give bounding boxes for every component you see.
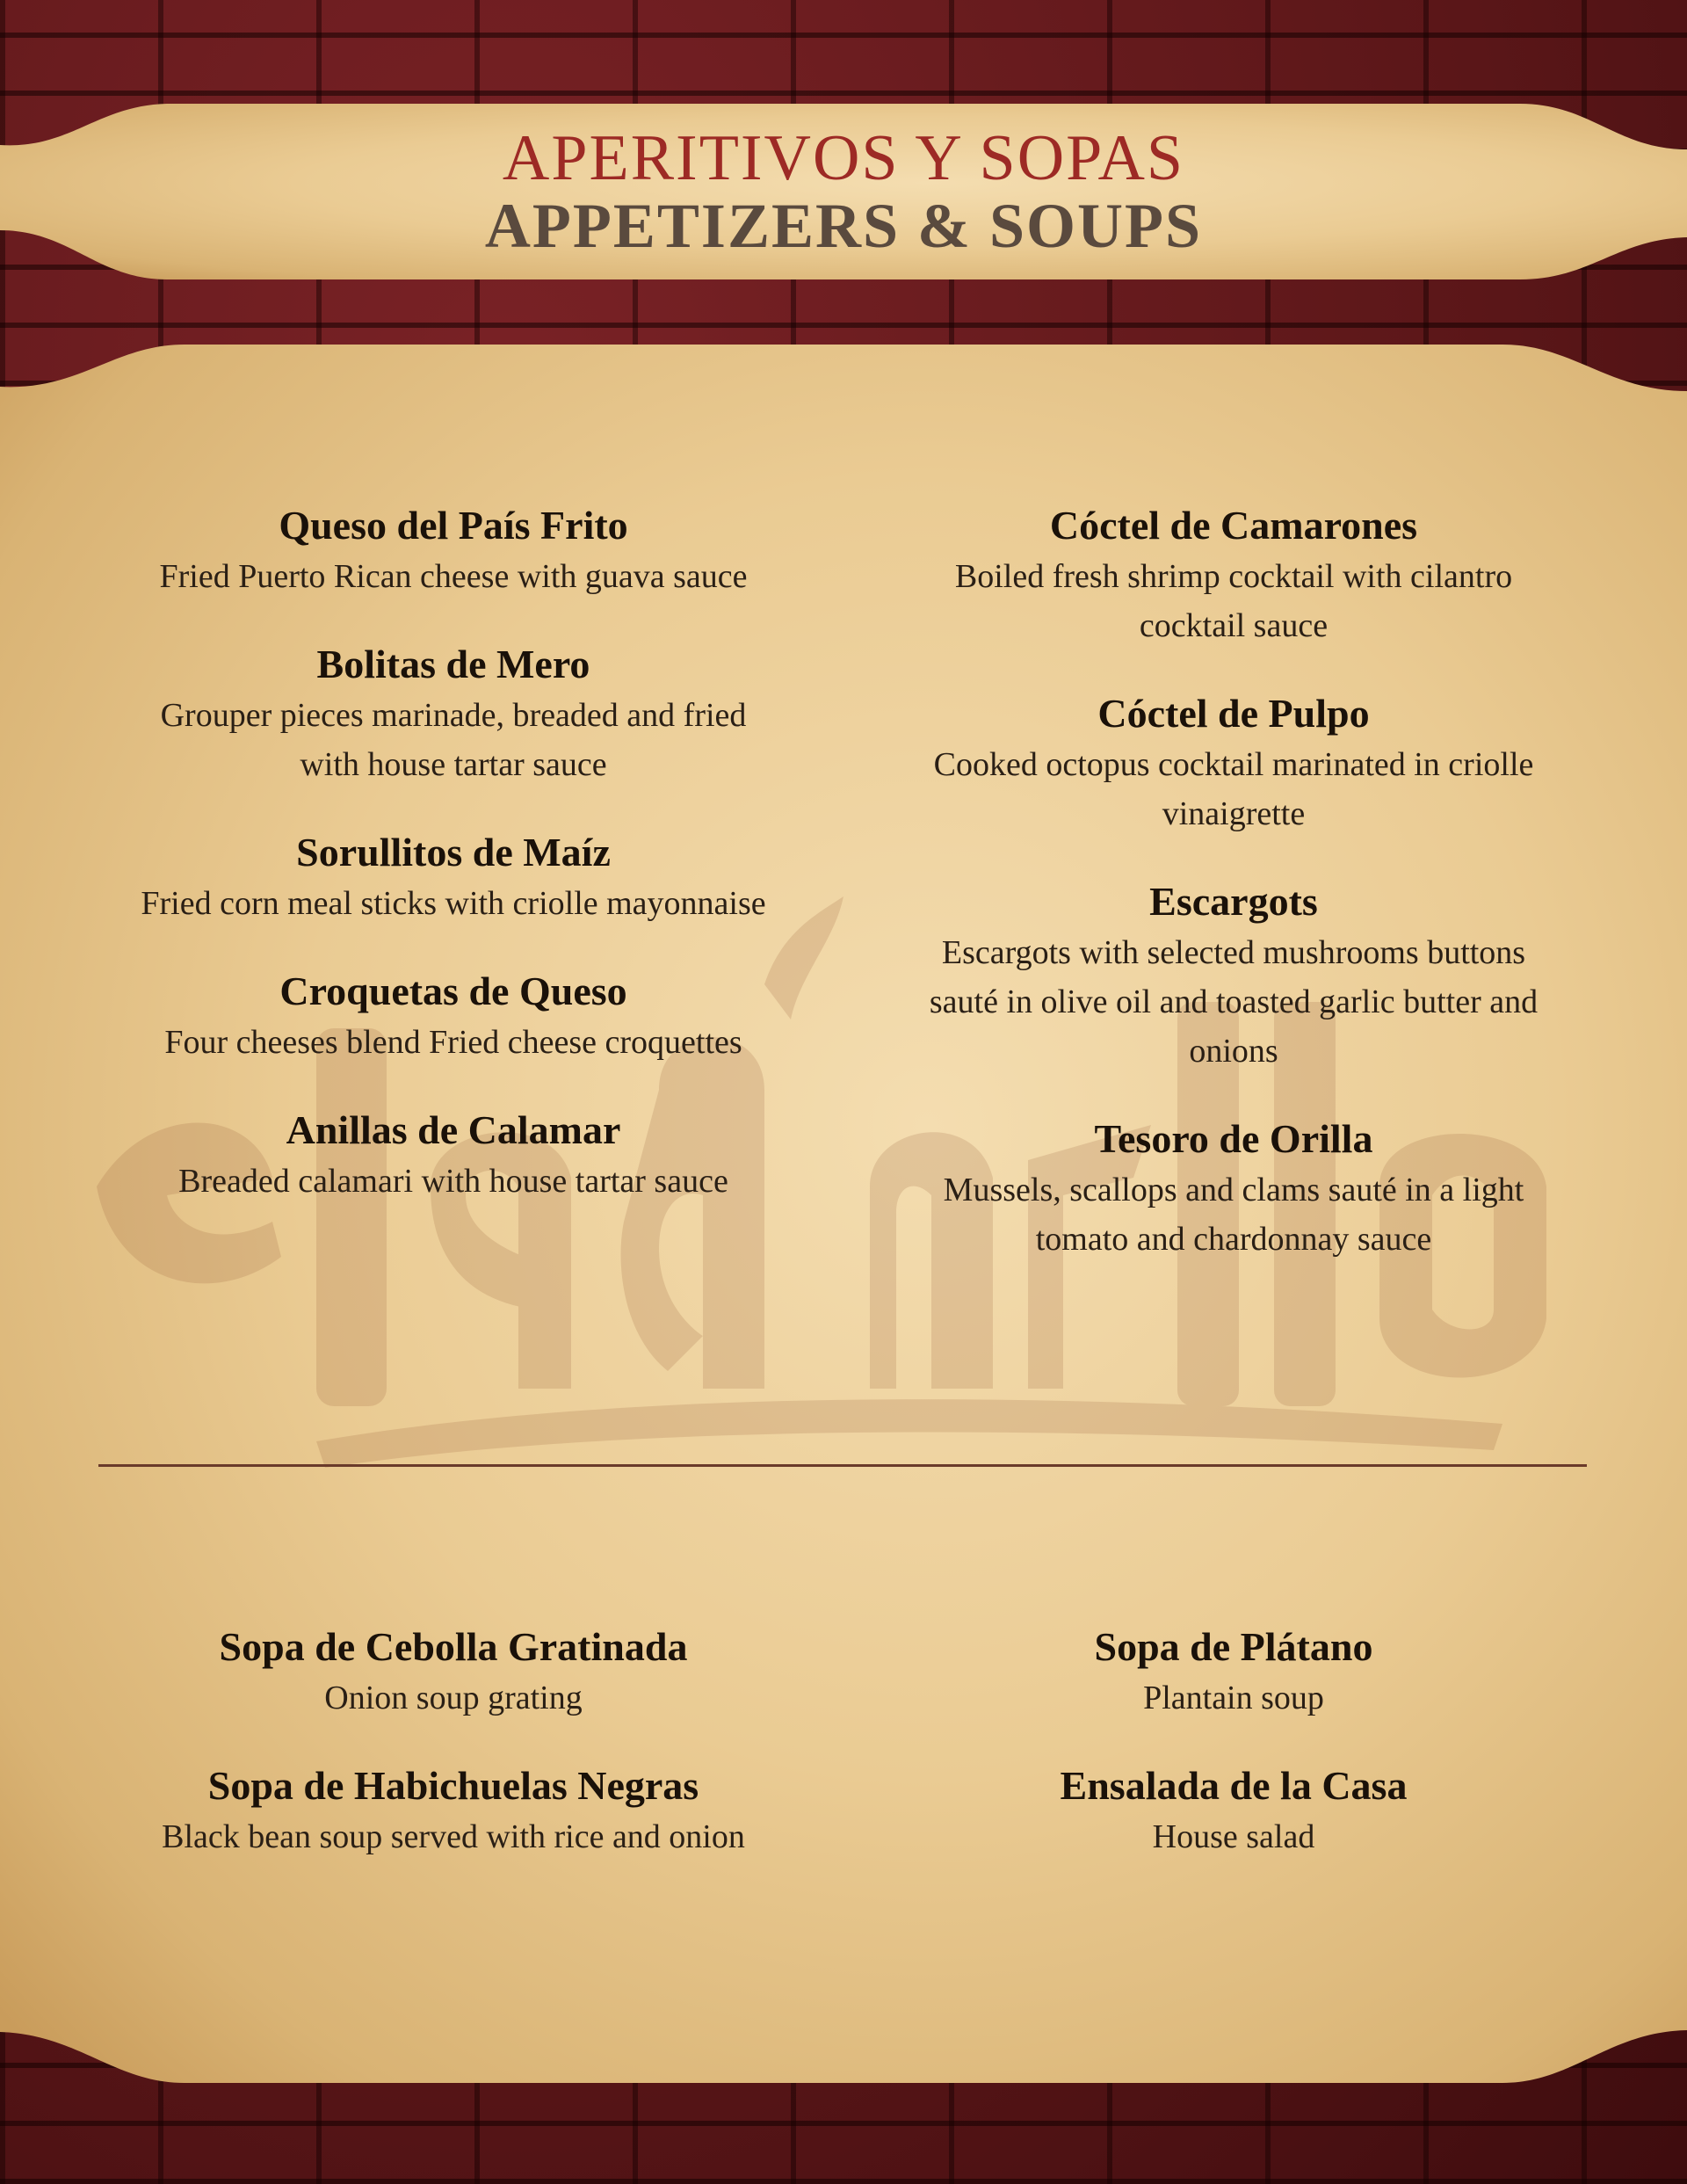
menu-item — [873, 1621, 1594, 1723]
menu-item-name: Sopa de Plátano — [1094, 1624, 1373, 1669]
menu-item-description: Fried corn meal sticks with criolle mayonnaise — [141, 885, 766, 922]
menu-item-name: Sorullitos de Maíz — [296, 830, 611, 874]
menu-item-name: Sopa de Cebolla Gratinada — [219, 1624, 688, 1669]
menu-item-description: sauté in olive oil and toasted garlic butter and — [929, 983, 1539, 1020]
appetizers-right-column — [873, 499, 1594, 1301]
menu-item — [93, 1621, 814, 1723]
menu-item — [93, 638, 814, 789]
menu-item — [93, 499, 814, 601]
menu-item-name: Croquetas de Queso — [279, 969, 627, 1013]
menu-item-description: tomato and chardonnay sauce — [1035, 1221, 1432, 1258]
menu-item-description: vinaigrette — [1162, 795, 1306, 832]
appetizers-left-column — [93, 499, 814, 1243]
menu-item — [873, 1113, 1594, 1264]
menu-item-description: Cooked octopus cocktail marinated in criolle — [933, 746, 1534, 783]
menu-item-description: Escargots with selected mushrooms buttons — [941, 934, 1526, 971]
menu-item-name: Anillas de Calamar — [286, 1107, 621, 1152]
menu-item-name: Cóctel de Camarones — [1049, 503, 1418, 548]
menu-item-description: Four cheeses blend Fried cheese croquettes — [164, 1024, 742, 1061]
menu-item-description: onions — [1189, 1033, 1278, 1070]
menu-item — [93, 1760, 814, 1861]
menu-item-description: Onion soup grating — [324, 1680, 583, 1716]
section-title-english: APPETIZERS & SOUPS — [484, 191, 1203, 261]
menu-item — [873, 1760, 1594, 1861]
menu-item-description: Fried Puerto Rican cheese with guava sauce — [159, 558, 748, 595]
soups-left-column — [93, 1621, 814, 1898]
menu-item-name: Cóctel de Pulpo — [1097, 691, 1370, 736]
menu-item — [93, 965, 814, 1067]
menu-item-description: Boiled fresh shrimp cocktail with cilantro — [954, 558, 1513, 595]
menu-item-description: cocktail sauce — [1139, 607, 1329, 644]
menu-item-description: House salad — [1152, 1818, 1315, 1855]
menu-item-description: Black bean soup served with rice and onion — [162, 1818, 745, 1855]
menu-item — [93, 1104, 814, 1206]
menu-item-name: Queso del País Frito — [279, 503, 628, 548]
menu-item-name: Escargots — [1149, 879, 1318, 924]
menu-item-name: Ensalada de la Casa — [1060, 1763, 1408, 1808]
menu-item-description: Grouper pieces marinade, breaded and fried — [160, 697, 747, 734]
menu-item-description: with house tartar sauce — [300, 746, 607, 783]
section-divider — [98, 1464, 1587, 1467]
menu-item-name: Bolitas de Mero — [316, 642, 590, 686]
menu-item-description: Plantain soup — [1143, 1680, 1324, 1716]
menu-item — [873, 499, 1594, 650]
menu-item-description: Breaded calamari with house tartar sauce — [178, 1163, 728, 1200]
menu-item — [873, 687, 1594, 838]
menu-item-description: Mussels, scallops and clams sauté in a light — [943, 1172, 1524, 1208]
menu-item-name: Tesoro de Orilla — [1094, 1116, 1373, 1161]
menu-item — [93, 826, 814, 928]
soups-right-column — [873, 1621, 1594, 1898]
menu-item-name: Sopa de Habichuelas Negras — [207, 1763, 699, 1808]
section-title-spanish: APERITIVOS Y SOPAS — [502, 122, 1185, 194]
menu-item — [873, 875, 1594, 1076]
